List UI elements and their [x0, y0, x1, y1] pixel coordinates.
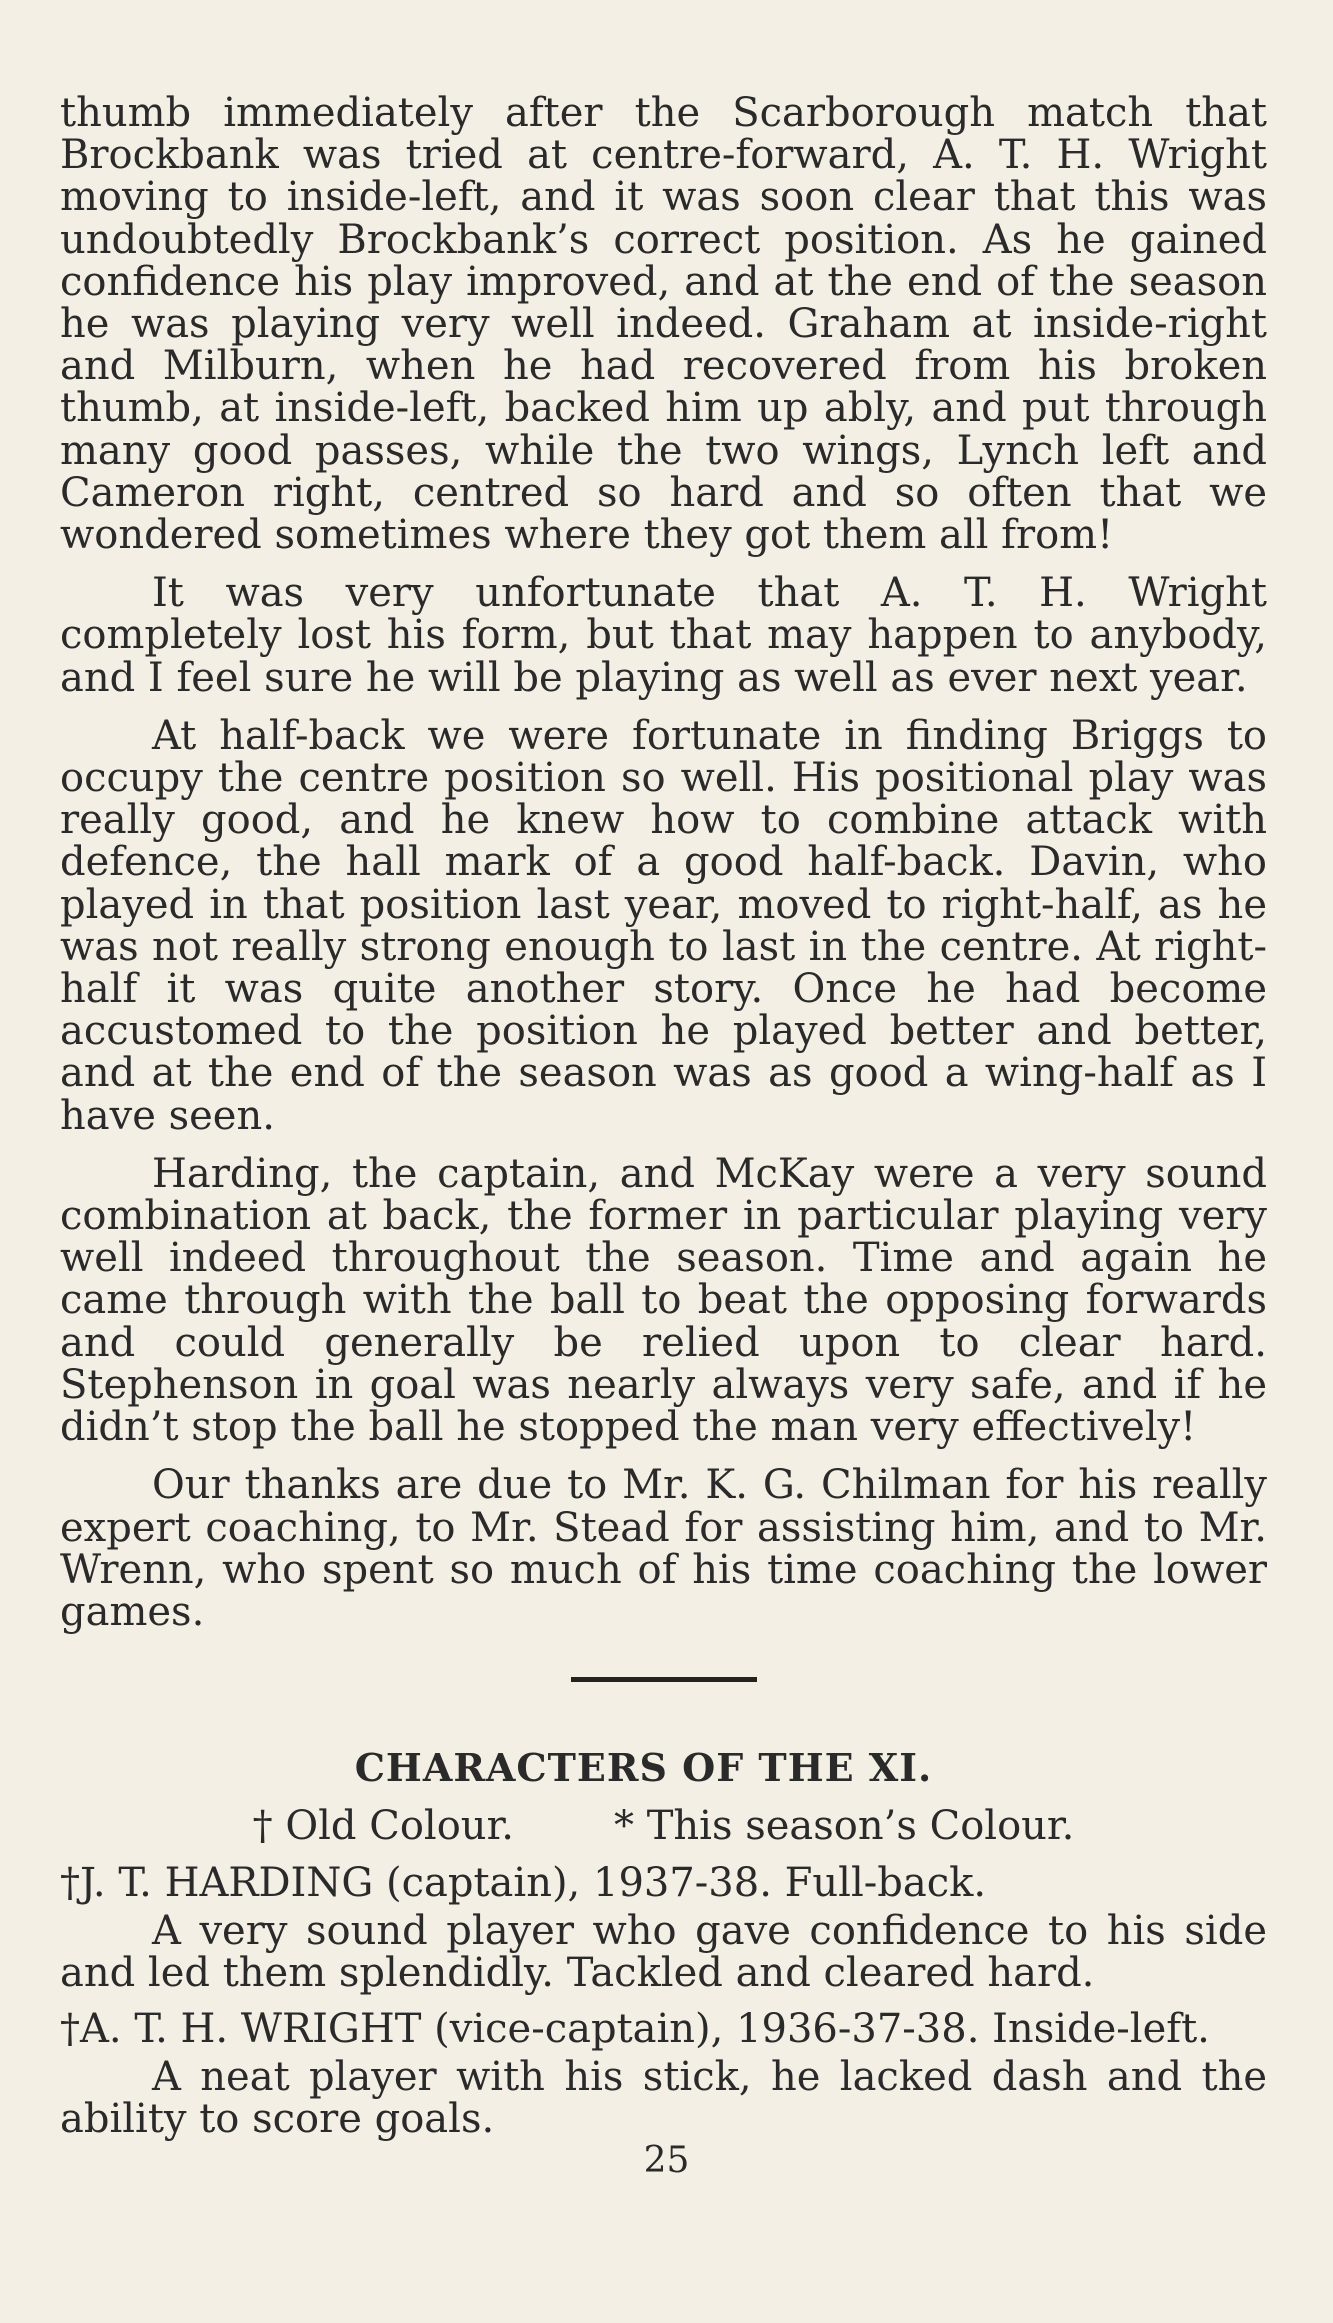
page [60, 90, 1267, 2143]
paragraph-thanks: Our thanks are due to Mr. K. G. Chilman for his really expert coaching, to Mr. Stead for assisting him, and to Mr. Wrenn, who spent so much of his time coaching the lower games. [60, 1462, 1267, 1635]
character-entry-wright [60, 2006, 1267, 2143]
character-entry-harding [60, 1860, 1267, 1997]
character-entry-head: †J. T. HARDING (captain), 1937-38. Full-back. [60, 1860, 987, 1907]
paragraph-backs: Harding, the captain, and McKay were a very sound combination at back, the former in particular playing very well indeed throughout the season. Time and again he came through with the ball to beat the opposing forwards and could generally be relied upon to clear hard. Stephenson in goal was nearly always very safe, and if he didn’t stop the ball he stopped the man very effectively! [60, 1150, 1267, 1451]
paragraph-half-backs: At half-back we were fortunate in finding Briggs to occupy the centre position so well. His positional play was really good, and he knew how to combine attack with defence, the hall mark of a good half-back. Davin, who played in that position last year, moved to right-half, as he was not really strong enough to last in the centre. At right-half it was quite another story. Once he had become accustomed to the position he played better and better, and at the end of the season was as good a wing-half as I have seen. [60, 712, 1267, 1139]
page-number: 25 [643, 2140, 690, 2181]
legend-season-colour: * This season’s Colour. [614, 1803, 1075, 1850]
section-divider [571, 1677, 757, 1682]
colour-legend [60, 1804, 1267, 1848]
paragraph-continuation: thumb immediately after the Scarborough match that Brockbank was tried at centre-forward, A. T. H. Wright moving to inside-left, and it was soon clear that this was undoubtedly Brockbank’s correct position. As he gained confidence his play improved, and at the end of the season he was playing very well indeed. Graham at inside-right and Milburn, when he had recovered from his broken thumb, at inside-left, backed him up ably, and put through many good passes, while the two wings, Lynch left and Cameron right, centred so hard and so often that we wondered sometimes where they got them all from! [60, 90, 1267, 559]
character-entry-head: †A. T. H. WRIGHT (vice-captain), 1936-37-38. Inside-left. [60, 2006, 1210, 2053]
report-text [60, 92, 1267, 1633]
legend-old-colour: † Old Colour. [252, 1803, 515, 1850]
character-entry-body: A neat player with his stick, he lacked dash and the ability to score goals. [60, 2054, 1267, 2143]
character-entry-body: A very sound player who gave confidence to his side and led them splendidly. Tackled and cleared hard. [60, 1908, 1267, 1997]
paragraph-wright: It was very unfortunate that A. T. H. Wright completely lost his form, but that may happen to anybody, and I feel sure he will be playing as well as ever next year. [60, 570, 1267, 701]
characters-heading: CHARACTERS OF THE XI. [354, 1745, 933, 1791]
